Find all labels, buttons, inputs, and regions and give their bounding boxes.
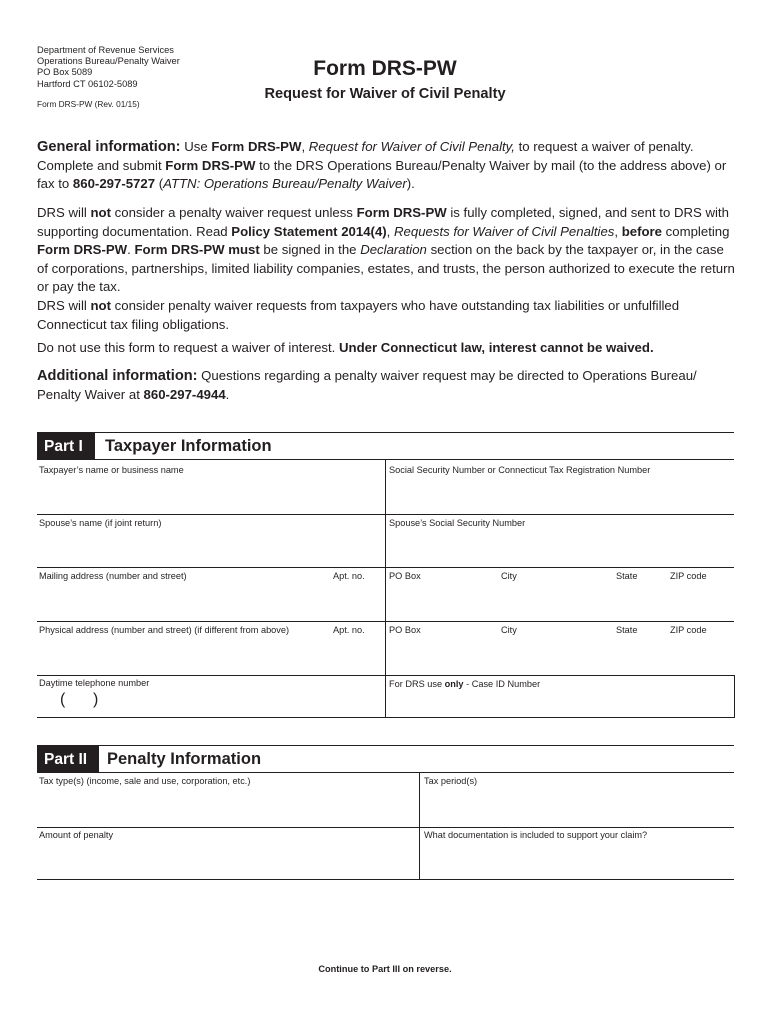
text: is fully completed, signed, and sent to DRS with supporting documentation. Read — [37, 205, 729, 239]
daytime-phone-field[interactable]: Daytime telephone number — [39, 678, 150, 688]
text: consider penalty waiver requests from taxpayers who have outstanding tax liabilities or unfulfilled Connecticut tax filing obligations. — [37, 298, 680, 332]
spouse-name-field[interactable]: Spouse’s name (if joint return) — [39, 518, 162, 528]
emphasis: before — [621, 223, 663, 239]
form-subtitle: Request for Waiver of Civil Penalty — [264, 86, 506, 102]
form-name: Form DRS-PW — [211, 139, 302, 154]
mailing-po-box-field[interactable]: PO Box — [389, 571, 421, 581]
part-2-title: Penalty Information — [107, 750, 262, 768]
address-line: Department of Revenue Services — [37, 45, 174, 55]
mailing-address-field[interactable]: Mailing address (number and street) — [39, 571, 187, 581]
emphasis: only — [444, 679, 464, 689]
text: , — [614, 223, 622, 239]
part-1-title: Taxpayer Information — [105, 437, 272, 455]
text: consider a penalty waiver request unless — [111, 205, 357, 220]
part-1-label: Part I — [37, 433, 95, 460]
ssn-field[interactable]: Social Security Number or Connecticut Tax Registration Number — [389, 465, 651, 475]
divider — [37, 827, 734, 828]
form-name: Form DRS-PW — [356, 205, 447, 220]
text: to request a waiver of penalty. Complete and submit — [37, 139, 694, 173]
form-name: Form DRS-PW — [165, 157, 256, 173]
emphasis: Form DRS-PW must — [134, 242, 260, 258]
spouse-ssn-field[interactable]: Spouse’s Social Security Number — [389, 518, 526, 528]
form-name: Form DRS-PW — [37, 242, 128, 258]
text: be signed in the — [259, 242, 361, 258]
policy-statement: Policy Statement 2014(4) — [231, 223, 387, 239]
text: ( — [155, 176, 164, 192]
physical-state-field[interactable]: State — [616, 625, 638, 635]
documentation-field[interactable]: What documentation is included to support your claim? — [424, 830, 648, 840]
area-code-open-paren: ( — [60, 691, 66, 708]
mailing-state-field[interactable]: State — [616, 571, 638, 581]
physical-zip-field[interactable]: ZIP code — [670, 625, 707, 635]
address-line: PO Box 5089 — [37, 67, 93, 78]
interest-note — [37, 339, 737, 358]
part-1-header — [37, 432, 734, 460]
phone-number: 860-297-4944 — [143, 386, 226, 402]
part-2-header — [37, 745, 734, 773]
text: Questions regarding a penalty waiver request may be directed to Operations Bureau/ Penalty Waiver at — [37, 368, 697, 402]
divider — [37, 621, 734, 622]
text: For DRS use — [389, 679, 445, 689]
declaration-ref: Declaration — [360, 242, 427, 258]
area-code-close-paren: ) — [93, 691, 99, 708]
physical-apt-field[interactable]: Apt. no. — [333, 625, 365, 635]
tax-type-field[interactable]: Tax type(s) (income, sale and use, corporation, etc.) — [39, 776, 251, 786]
waiver-requirements — [37, 204, 737, 297]
form-revision: Form DRS-PW (Rev. 01/15) — [37, 99, 140, 109]
text: section on the back by the taxpayer or, in the case of corporations, partnerships, limited liability companies, estates, and trusts, the person authorized to execute the return or pay the tax. — [37, 242, 735, 295]
text: to the DRS Operations Bureau/Penalty Waiver by mail (to the address above) or fax to — [37, 157, 727, 192]
form-title-italic: Request for Waiver of Civil Penalty, — [308, 139, 515, 154]
mailing-zip-field[interactable]: ZIP code — [670, 571, 707, 581]
additional-information — [37, 367, 737, 404]
emphasis: not — [90, 298, 111, 313]
part-2-label: Part II — [37, 746, 99, 773]
divider — [37, 567, 734, 568]
text: Do not use this form to request a waiver of interest. — [37, 340, 339, 355]
address-line: Hartford CT 06102-5089 — [37, 78, 138, 89]
attn-text: ATTN: Operations Bureau/Penalty Waiver — [163, 176, 407, 192]
divider — [37, 717, 734, 718]
case-id-label — [389, 679, 540, 689]
emphasis: not — [90, 205, 111, 220]
general-information — [37, 138, 737, 194]
text: completing — [662, 223, 730, 239]
tax-period-field[interactable]: Tax period(s) — [424, 776, 478, 786]
text: , — [386, 223, 394, 239]
text: . — [127, 242, 135, 258]
continue-note: Continue to Part III on reverse. — [318, 964, 452, 974]
physical-po-box-field[interactable]: PO Box — [389, 625, 421, 635]
physical-address-field[interactable]: Physical address (number and street) (if different from above) — [39, 625, 290, 635]
text: , — [301, 139, 309, 154]
divider — [419, 773, 420, 879]
divider — [37, 514, 734, 515]
outstanding-liabilities-note — [37, 297, 737, 334]
agency-address — [37, 45, 180, 90]
taxpayer-name-field[interactable]: Taxpayer’s name or business name — [39, 465, 184, 475]
emphasis: Under Connecticut law, interest cannot be waived. — [339, 340, 654, 355]
general-heading: General information: — [37, 139, 181, 155]
text: - Case ID Number — [463, 679, 541, 689]
form-title: Form DRS-PW — [313, 57, 457, 80]
text: Use — [180, 139, 212, 154]
mailing-city-field[interactable]: City — [501, 571, 517, 581]
divider — [37, 879, 734, 880]
physical-city-field[interactable]: City — [501, 625, 517, 635]
fax-number: 860-297-5727 — [72, 176, 156, 192]
mailing-apt-field[interactable]: Apt. no. — [333, 571, 365, 581]
text: . — [225, 386, 230, 402]
text: DRS will — [37, 298, 91, 313]
policy-title: Requests for Waiver of Civil Penalties — [394, 223, 615, 239]
divider — [37, 772, 734, 773]
text: DRS will — [37, 205, 91, 220]
text: ). — [406, 176, 415, 192]
additional-heading: Additional information: — [37, 368, 198, 384]
address-line: Operations Bureau/Penalty Waiver — [37, 56, 180, 67]
penalty-amount-field[interactable]: Amount of penalty — [39, 830, 114, 840]
